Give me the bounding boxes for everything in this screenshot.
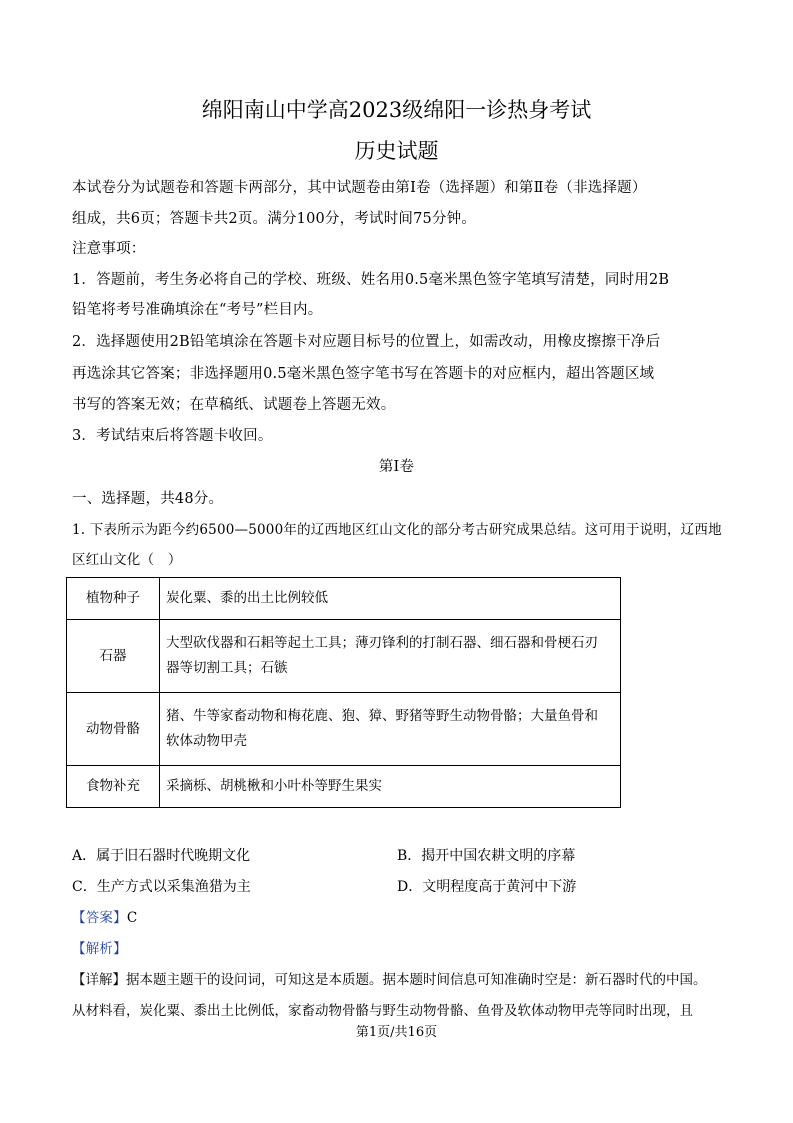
exam-subtitle: 历史试题 <box>354 139 439 163</box>
analysis-tag: 【解析】 <box>72 941 127 957</box>
exam-title: 绵阳南山中学高2023级绵阳一诊热身考试 <box>201 98 592 122</box>
volume-heading: 第Ⅰ卷 <box>378 459 415 475</box>
note-2-line-1: 2．选择题使用2B铅笔填涂在答题卡对应题目标号的位置上，如需改动，用橡皮擦擦干净后 <box>72 334 661 350</box>
answer-line <box>72 908 732 928</box>
note-3: 3．考试结束后将答题卡收回。 <box>72 428 273 444</box>
table-row <box>67 620 621 693</box>
note-2-line-2: 再选涂其它答案；非选择题用0.5毫米黑色签字笔书写在答题卡的对应框内，超出答题区域 <box>72 366 655 382</box>
option-b: B．揭开中国农耕文明的序幕 <box>397 848 576 864</box>
answer-tag: 【答案】 <box>72 910 127 926</box>
table-key: 植物种子 <box>67 578 160 620</box>
table-value: 猪、牛等家畜动物和梅花鹿、狍、獐、野猪等野生动物骨骼；大量鱼骨和 软体动物甲壳 <box>160 693 621 766</box>
table-row <box>67 693 621 766</box>
detail-line-1: 【详解】据本题主题干的设问词，可知这是本质题。据本题时间信息可知准确时空是：新石器时代的中国。 <box>72 972 707 988</box>
table-value: 采摘栎、胡桃楸和小叶朴等野生果实 <box>160 766 621 808</box>
option-a: A．属于旧石器时代晚期文化 <box>72 848 251 864</box>
option-c: C．生产方式以采集渔猎为主 <box>72 879 251 895</box>
table-value: 大型砍伐器和石耜等起土工具；薄刃锋利的打制石器、细石器和骨梗石刃 器等切割工具；石镞 <box>160 620 621 693</box>
table-key: 食物补充 <box>67 766 160 808</box>
question-1-stem-line-2: 区红山文化（ ） <box>72 552 182 568</box>
table-key: 动物骨骼 <box>67 693 160 766</box>
note-2-line-3: 书写的答案无效；在草稿纸、试题卷上答题无效。 <box>72 397 396 413</box>
note-1-line-1: 1．答题前，考生务必将自己的学校、班级、姓名用0.5毫米黑色签字笔填写清楚，同时用2B <box>72 272 670 288</box>
intro-line-2: 组成，共6页；答题卡共2页。满分100分，考试时间75分钟。 <box>72 211 477 227</box>
question-1-stem-line-1: 1. 下表所示为距今约6500—5000年的辽西地区红山文化的部分考古研究成果总结。这可用于说明，辽西地 <box>72 522 722 538</box>
note-1-line-2: 铅笔将考号准确填涂在“考号”栏目内。 <box>72 302 323 318</box>
section-heading: 一、选择题，共48分。 <box>72 491 224 507</box>
intro-line-1: 本试卷分为试题卷和答题卡两部分，其中试题卷由第Ⅰ卷（选择题）和第Ⅱ卷（非选择题） <box>72 180 647 196</box>
table-value: 炭化粟、黍的出土比例较低 <box>160 578 621 620</box>
table-row <box>67 578 621 620</box>
answer-value: C <box>126 910 138 926</box>
page-number: 第1页/共16页 <box>355 1025 438 1040</box>
detail-line-2: 从材料看，炭化粟、黍出土比例低，家畜动物骨骼与野生动物骨骼、鱼骨及软体动物甲壳等同时出现，且 <box>72 1003 693 1019</box>
option-d: D．文明程度高于黄河中下游 <box>397 879 577 895</box>
archaeology-table <box>66 577 621 808</box>
table-key: 石器 <box>67 620 160 693</box>
table-row <box>67 766 621 808</box>
notes-heading: 注意事项： <box>72 241 146 257</box>
